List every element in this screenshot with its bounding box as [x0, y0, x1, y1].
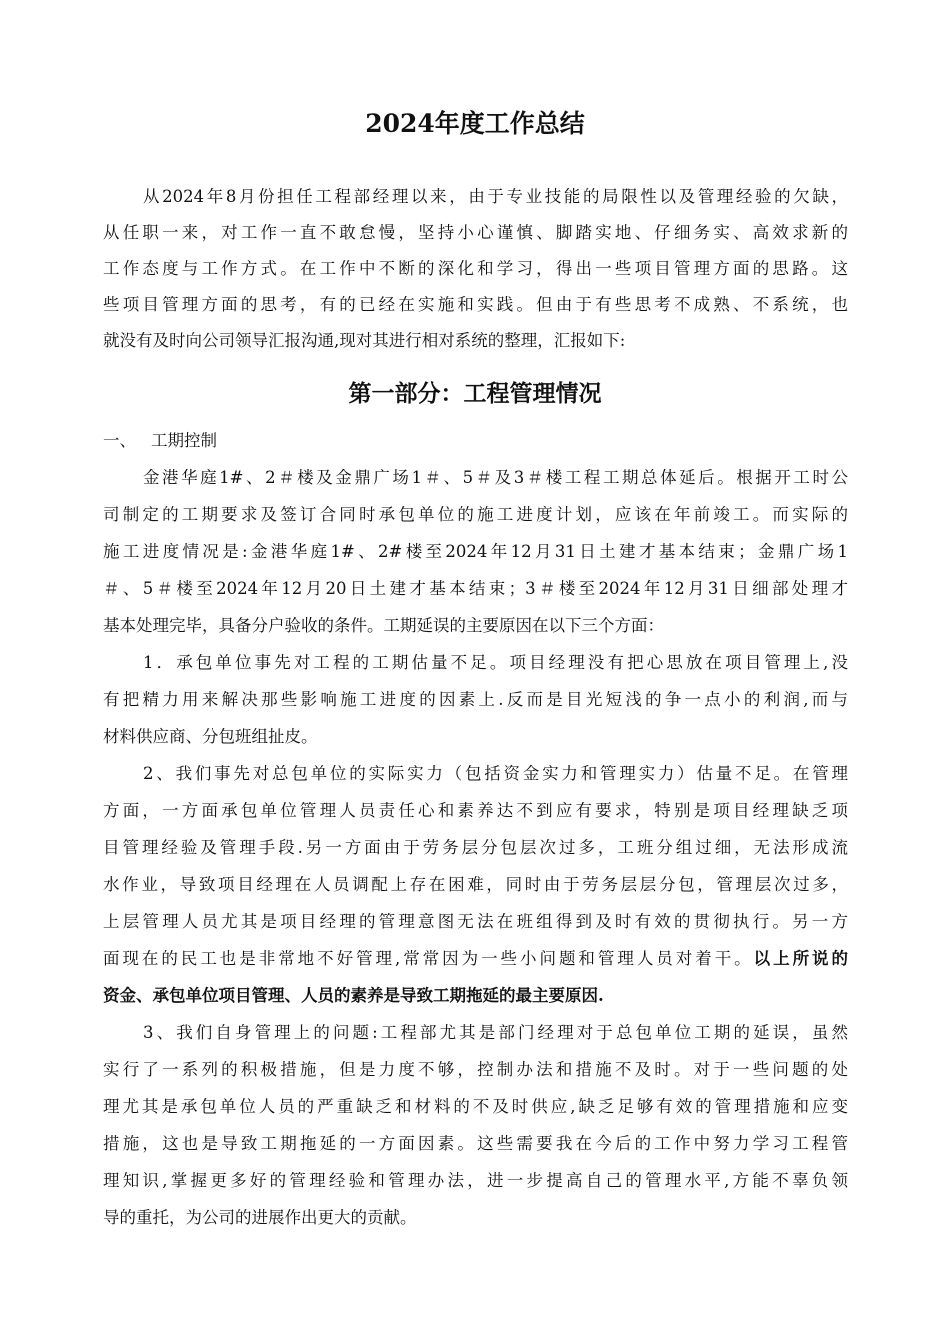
para-line: 3、我们自身管理上的问题:工程部尤其是部门经理对于总包单位工期的延误，虽然 [143, 1023, 848, 1042]
para-line: 有把精力用来解决那些影响施工进度的因素上.反而是目光短浅的争一点小的利润,而与 [103, 690, 848, 709]
bold-conclusion: 以上所说的 [753, 949, 848, 968]
para-line: 导的重托，为公司的进展作出更大的贡献。 [103, 1208, 417, 1227]
para-line: 基本处理完毕，具备分户验收的条件。工期延误的主要原因在以下三个方面： [103, 616, 664, 635]
para-line: 1．承包单位事先对工程的工期估量不足。项目经理没有把心思放在项目管理上,没 [143, 653, 848, 672]
para-line: 上层管理人员尤其是项目经理的管理意图无法在班组得到及时有效的贯彻执行。另一方 [103, 912, 848, 931]
para-line: 目管理经验及管理手段.另一方面由于劳务层分包层次过多，工班分组过细，无法形成流 [103, 838, 848, 857]
para-line: 方面，一方面承包单位管理人员责任心和素养达不到应有要求，特别是项目经理缺乏项 [103, 801, 848, 820]
document-title: 2024年度工作总结 [365, 109, 585, 138]
para-line: 司制定的工期要求及签订合同时承包单位的施工进度计划，应该在年前竣工。而实际的 [103, 505, 848, 524]
intro-line: 就没有及时向公司领导汇报沟通,现对其进行相对系统的整理，汇报如下: [103, 331, 626, 350]
part1-title: 第一部分：工程管理情况 [348, 380, 602, 407]
para-line: 2、我们事先对总包单位的实际实力（包括资金实力和管理实力）估量不足。在管理 [143, 764, 848, 783]
intro-line: 从任职一来，对工作一直不敢怠慢，坚持小心谨慎、脚踏实地、仔细务实、高效求新的 [103, 223, 848, 242]
para-line: 理尤其是承包单位人员的严重缺乏和材料的不及时供应,缺乏足够有效的管理措施和应变 [103, 1097, 848, 1116]
heading-text: 工期控制 [151, 431, 217, 450]
para-line: 理知识,掌握更多好的管理经验和管理办法，进一步提高自己的管理水平,方能不辜负领 [103, 1171, 848, 1190]
para-line: 金港华庭1#、2＃楼及金鼎广场1＃、5＃及3＃楼工程工期总体延后。根据开工时公 [143, 468, 848, 487]
bold-conclusion-line: 资金、承包单位项目管理、人员的素养是导致工期拖延的最主要原因. [103, 986, 604, 1005]
section-heading-schedule [103, 424, 848, 458]
para-line-mixed [103, 942, 848, 976]
para-line: 措施，这也是导致工期拖延的一方面因素。这些需要我在今后的工作中努力学习工程管 [103, 1134, 848, 1153]
para-line: ＃、5＃楼至2024年12月20日土建才基本结束；3＃楼至2024年12月31日细部处理才 [103, 579, 848, 598]
para-line: 实行了一系列的积极措施，但是力度不够，控制办法和措施不及时。对于一些问题的处 [103, 1060, 848, 1079]
para-text: 面现在的民工也是非常地不好管理,常常因为一些小问题和管理人员对着干。 [103, 949, 754, 968]
intro-line: 些项目管理方面的思考，有的已经在实施和实践。但由于有些思考不成熟、不系统，也 [103, 295, 848, 314]
heading-number: 一、 [103, 431, 136, 450]
intro-line: 从2024年8月份担任工程部经理以来，由于专业技能的局限性以及管理经验的欠缺， [143, 187, 848, 206]
para-line: 施工进度情况是:金港华庭1#、2#楼至2024年12月31日土建才基本结束；金鼎广场1 [103, 542, 848, 561]
para-line: 水作业，导致项目经理在人员调配上存在困难，同时由于劳务层层分包，管理层次过多， [103, 875, 848, 894]
intro-line: 工作态度与工作方式。在工作中不断的深化和学习，得出一些项目管理方面的思路。这 [103, 259, 848, 278]
para-line: 材料供应商、分包班组扯皮。 [103, 727, 318, 746]
